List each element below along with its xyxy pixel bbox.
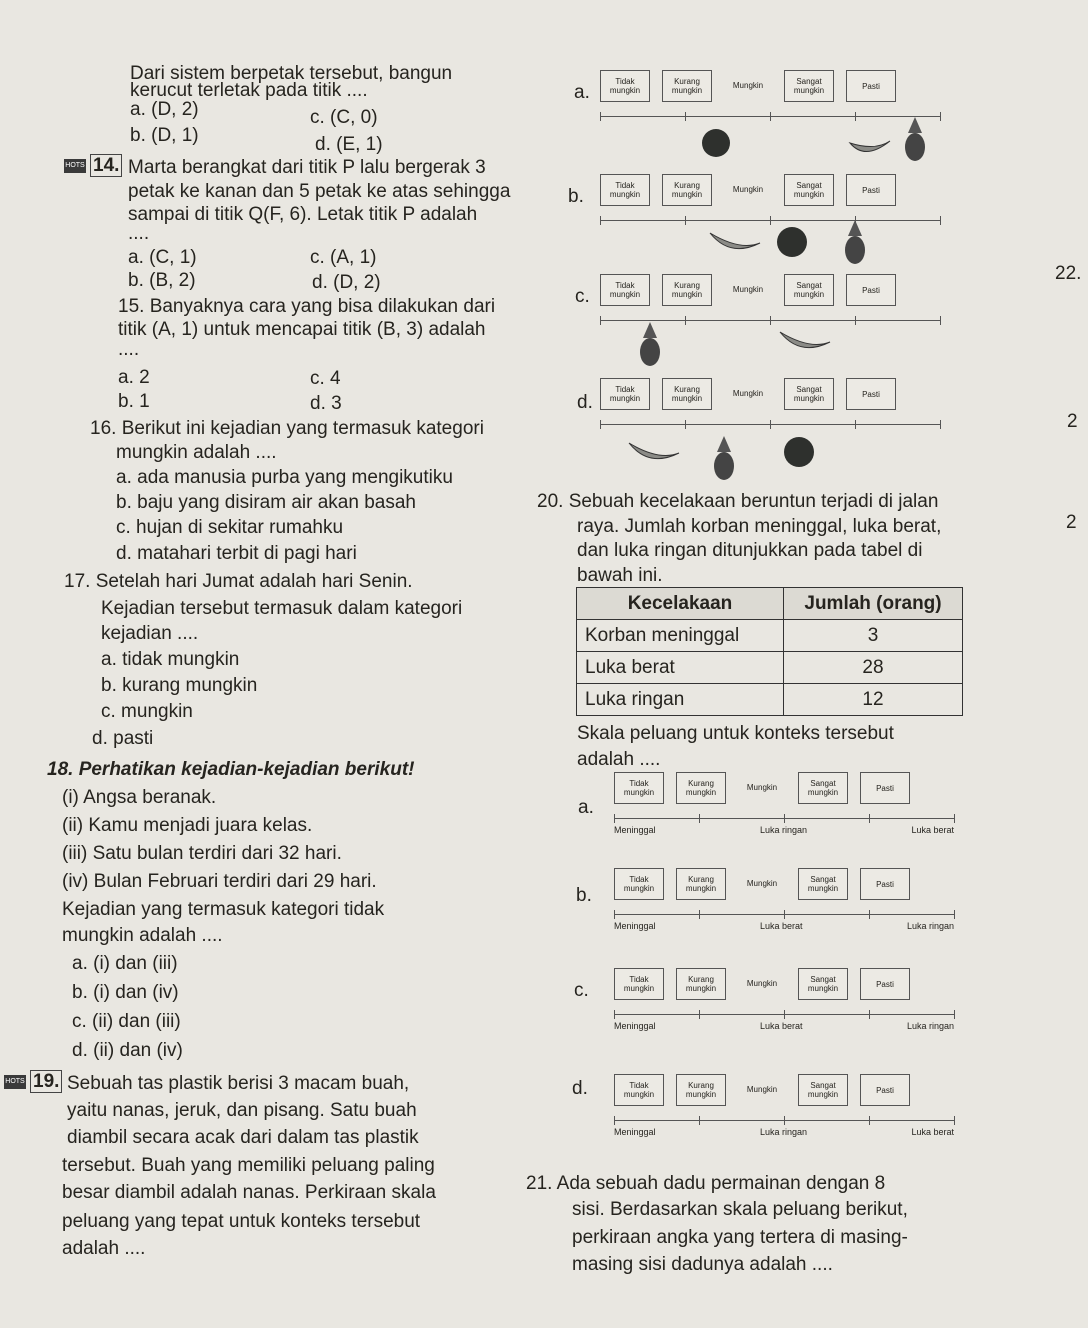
- scale-tick: [869, 1010, 870, 1019]
- pineapple-icon: [714, 452, 734, 480]
- scale-line: [614, 914, 954, 915]
- scale-tick: [600, 216, 601, 225]
- q19-line-4: tersebut. Buah yang memiliki peluang paling: [62, 1155, 435, 1176]
- scale-label-kurang-mungkin: Kurang mungkin: [662, 70, 712, 102]
- scale-bottom-label: Luka berat: [911, 825, 954, 835]
- scale-label-pasti: Pasti: [846, 274, 896, 306]
- scale-label-mungkin: Mungkin: [732, 80, 764, 90]
- scale-line: [600, 424, 940, 425]
- q20-option-d-letter: d.: [572, 1078, 588, 1099]
- scale-label-pasti: Pasti: [860, 1074, 910, 1106]
- scale-label-pasti: Pasti: [846, 174, 896, 206]
- q15-option-a: a. 2: [118, 367, 150, 388]
- q20-option-b-letter: b.: [576, 885, 592, 906]
- hots-badge-icon: HOTS: [4, 1075, 26, 1089]
- q20-scale-b: [614, 868, 954, 931]
- scale-label-sangat-mungkin: Sangat mungkin: [798, 868, 848, 900]
- option-a: a. (D, 2): [130, 99, 199, 120]
- option-c: c. (C, 0): [310, 107, 378, 128]
- scale-label-pasti: Pasti: [860, 968, 910, 1000]
- q14-line-3: sampai di titik Q(F, 6). Letak titik P adalah: [128, 204, 478, 225]
- q20-line-4: bawah ini.: [577, 565, 663, 586]
- scale-label-mungkin: Mungkin: [746, 782, 778, 792]
- q20-line-2: raya. Jumlah korban meninggal, luka berat,: [577, 516, 942, 537]
- fruit-row-d: [624, 428, 844, 483]
- pineapple-icon: [640, 338, 660, 366]
- scale-bottom-label: Luka ringan: [906, 1021, 954, 1031]
- scale-label-sangat-mungkin: Sangat mungkin: [784, 274, 834, 306]
- table-cell: 28: [784, 652, 963, 684]
- q21-line-3: perkiraan angka yang tertera di masing-: [572, 1227, 908, 1248]
- scale-label-sangat-mungkin: Sangat mungkin: [798, 968, 848, 1000]
- q18-option-c: c. (ii) dan (iii): [72, 1011, 181, 1032]
- q14-line-1: Marta berangkat dari titik P lalu bergerak 3: [128, 157, 486, 178]
- scale-label-sangat-mungkin: Sangat mungkin: [784, 174, 834, 206]
- q18-item-1: (i) Angsa beranak.: [62, 787, 217, 808]
- scale-label-tidak-mungkin: Tidak mungkin: [600, 70, 650, 102]
- scale-line: [614, 1014, 954, 1015]
- banana-icon: [850, 141, 890, 152]
- scale-tick: [600, 112, 601, 121]
- scale-label-kurang-mungkin: Kurang mungkin: [676, 868, 726, 900]
- pineapple-icon: [845, 236, 865, 264]
- q21-line-2: sisi. Berdasarkan skala peluang berikut,: [572, 1199, 908, 1220]
- scale-tick: [869, 1116, 870, 1125]
- scale-label-kurang-mungkin: Kurang mungkin: [676, 772, 726, 804]
- q16-option-c: c. hujan di sekitar rumahku: [116, 517, 344, 538]
- q17-option-c: c. mungkin: [101, 701, 193, 722]
- scale-bottom-label: Meninggal: [614, 921, 656, 931]
- q15-line-2: titik (A, 1) untuk mencapai titik (B, 3) adalah: [118, 319, 486, 340]
- table-header: Kecelakaan: [577, 588, 784, 620]
- intro-line-2: kerucut terletak pada titik ....: [130, 80, 368, 101]
- q20-line-3: dan luka ringan ditunjukkan pada tabel di: [577, 540, 923, 561]
- question-number: 19.: [30, 1070, 62, 1093]
- q17-line-1: 17. Setelah hari Jumat adalah hari Senin.: [64, 571, 413, 592]
- q18-option-d: d. (ii) dan (iv): [72, 1040, 183, 1061]
- q17-line-3: kejadian ....: [101, 623, 199, 644]
- scale-label-mungkin: Mungkin: [732, 284, 764, 294]
- scale-bottom-labels: [614, 825, 954, 835]
- table-header: Jumlah (orang): [784, 588, 963, 620]
- q17-line-2: Kejadian tersebut termasuk dalam kategori: [101, 598, 463, 619]
- scale-label-kurang-mungkin: Kurang mungkin: [676, 968, 726, 1000]
- scale-tick: [869, 814, 870, 823]
- scale-tick: [954, 910, 955, 919]
- q18-item-3: (iii) Satu bulan terdiri dari 32 hari.: [62, 843, 342, 864]
- q15-option-d: d. 3: [310, 393, 342, 414]
- scale-tick: [600, 316, 601, 325]
- scale-label-sangat-mungkin: Sangat mungkin: [798, 1074, 848, 1106]
- scale-label-tidak-mungkin: Tidak mungkin: [600, 174, 650, 206]
- scale-bottom-label: Luka ringan: [759, 825, 808, 835]
- q16-option-d: d. matahari terbit di pagi hari: [116, 543, 357, 564]
- scale-tick: [685, 112, 686, 121]
- scale-tick: [869, 910, 870, 919]
- q16-line-2: mungkin adalah ....: [116, 442, 277, 463]
- fruit-row-c: [635, 320, 875, 370]
- scale-label-tidak-mungkin: Tidak mungkin: [614, 968, 664, 1000]
- scale-line: [614, 818, 954, 819]
- q14-option-b: b. (B, 2): [128, 270, 196, 291]
- q19-line-6: peluang yang tepat untuk konteks tersebut: [62, 1211, 421, 1232]
- fruit-row-b: [705, 218, 905, 268]
- orange-icon: [702, 129, 730, 157]
- hots-badge-icon: HOTS: [64, 159, 86, 173]
- q14-option-c: c. (A, 1): [310, 247, 377, 268]
- margin-number-2: 2: [1066, 512, 1077, 533]
- q19-line-2: yaitu nanas, jeruk, dan pisang. Satu buah: [67, 1100, 417, 1121]
- scale-tick: [954, 1010, 955, 1019]
- scale-label-mungkin: Mungkin: [746, 878, 778, 888]
- scale-tick: [699, 910, 700, 919]
- scale-label-tidak-mungkin: Tidak mungkin: [614, 868, 664, 900]
- scale-label-tidak-mungkin: Tidak mungkin: [600, 274, 650, 306]
- scale-label-mungkin: Mungkin: [746, 1084, 778, 1094]
- q17-option-d: d. pasti: [92, 728, 154, 749]
- scale-label-mungkin: Mungkin: [732, 388, 764, 398]
- scale-bottom-label: Luka berat: [911, 1127, 954, 1137]
- q18-line-1: Kejadian yang termasuk kategori tidak: [62, 899, 385, 920]
- scale-bottom-labels: [614, 921, 954, 931]
- pineapple-icon: [905, 133, 925, 161]
- q15-option-b: b. 1: [118, 391, 150, 412]
- scale-tick: [685, 216, 686, 225]
- scale-tick: [614, 1116, 615, 1125]
- scale-bottom-label: Luka ringan: [759, 1127, 808, 1137]
- q14-option-d: d. (D, 2): [312, 272, 381, 293]
- q20-option-a-letter: a.: [578, 797, 594, 818]
- orange-icon: [784, 437, 814, 467]
- q15-option-c: c. 4: [310, 368, 341, 389]
- banana-icon: [629, 443, 679, 459]
- table-cell: Luka berat: [577, 652, 784, 684]
- scale-tick: [940, 216, 941, 225]
- scale-label-sangat-mungkin: Sangat mungkin: [784, 378, 834, 410]
- option-b: b. (D, 1): [130, 125, 199, 146]
- q14-line-2: petak ke kanan dan 5 petak ke atas sehingga: [128, 181, 511, 202]
- orange-icon: [777, 227, 807, 257]
- scale-label-sangat-mungkin: Sangat mungkin: [798, 772, 848, 804]
- scale-tick: [855, 420, 856, 429]
- scale-label-mungkin: Mungkin: [732, 184, 764, 194]
- scale-tick: [784, 910, 785, 919]
- scale-tick: [954, 814, 955, 823]
- scale-label-sangat-mungkin: Sangat mungkin: [784, 70, 834, 102]
- scale-bottom-label: Meninggal: [614, 1127, 656, 1137]
- scale-tick: [614, 910, 615, 919]
- scale-label-tidak-mungkin: Tidak mungkin: [614, 772, 664, 804]
- scale-label-kurang-mungkin: Kurang mungkin: [662, 174, 712, 206]
- fruit-option-c-letter: c.: [575, 286, 590, 307]
- fruit-row-a: [700, 115, 950, 165]
- scale-tick: [614, 814, 615, 823]
- q16-option-b: b. baju yang disiram air akan basah: [116, 492, 416, 513]
- table-cell: Luka ringan: [577, 684, 784, 716]
- fruit-option-d-letter: d.: [577, 392, 593, 413]
- question-19-number: [4, 1070, 62, 1094]
- scale-tick: [699, 814, 700, 823]
- q15-line-3: ....: [118, 339, 140, 360]
- scale-tick: [614, 1010, 615, 1019]
- fruit-option-a-letter: a.: [574, 82, 590, 103]
- scale-label-pasti: Pasti: [846, 378, 896, 410]
- scale-label-tidak-mungkin: Tidak mungkin: [600, 378, 650, 410]
- q20-scale-d: [614, 1074, 954, 1137]
- q18-title: 18. Perhatikan kejadian-kejadian berikut!: [47, 759, 415, 780]
- q18-line-2: mungkin adalah ....: [62, 925, 223, 946]
- scale-label-tidak-mungkin: Tidak mungkin: [614, 1074, 664, 1106]
- scale-bottom-labels: [614, 1127, 954, 1137]
- margin-number-23: 2: [1067, 411, 1078, 432]
- option-d: d. (E, 1): [315, 134, 383, 155]
- scale-tick: [954, 1116, 955, 1125]
- scale-tick: [940, 316, 941, 325]
- q18-option-b: b. (i) dan (iv): [72, 982, 179, 1003]
- intro-line-1: Dari sistem berpetak tersebut, bangun: [130, 63, 453, 84]
- banana-icon: [710, 233, 760, 249]
- scale-bottom-label: Meninggal: [614, 1021, 656, 1031]
- scale-tick: [600, 420, 601, 429]
- q20-after-1: Skala peluang untuk konteks tersebut: [577, 723, 894, 744]
- scale-bottom-label: Meninggal: [614, 825, 656, 835]
- scale-tick: [699, 1010, 700, 1019]
- q18-option-a: a. (i) dan (iii): [72, 953, 178, 974]
- banana-icon: [780, 332, 830, 348]
- scale-label-kurang-mungkin: Kurang mungkin: [662, 378, 712, 410]
- margin-number-22: 22.: [1055, 263, 1082, 284]
- table-row: [577, 620, 963, 652]
- scale-bottom-label: Luka berat: [759, 921, 803, 931]
- scale-tick: [784, 814, 785, 823]
- q20-line-1: 20. Sebuah kecelakaan beruntun terjadi di jalan: [537, 491, 939, 512]
- scale-label-pasti: Pasti: [860, 868, 910, 900]
- table-cell: 3: [784, 620, 963, 652]
- q15-line-1: 15. Banyaknya cara yang bisa dilakukan dari: [118, 296, 496, 317]
- fruit-scale-c: [600, 274, 940, 321]
- q20-scale-c: [614, 968, 954, 1031]
- scale-bottom-labels: [614, 1021, 954, 1031]
- q19-line-5: besar diambil adalah nanas. Perkiraan skala: [62, 1182, 436, 1203]
- scale-label-pasti: Pasti: [846, 70, 896, 102]
- scale-tick: [784, 1116, 785, 1125]
- scale-tick: [784, 1010, 785, 1019]
- scale-label-mungkin: Mungkin: [746, 978, 778, 988]
- scale-label-kurang-mungkin: Kurang mungkin: [676, 1074, 726, 1106]
- question-14-number: [64, 154, 122, 178]
- table-cell: 12: [784, 684, 963, 716]
- q20-scale-a: [614, 772, 954, 835]
- scale-tick: [940, 420, 941, 429]
- q14-line-4: ....: [128, 223, 150, 244]
- table-row: [577, 652, 963, 684]
- q21-line-4: masing sisi dadunya adalah ....: [572, 1254, 833, 1275]
- fruit-option-b-letter: b.: [568, 186, 584, 207]
- scale-bottom-label: Luka berat: [759, 1021, 803, 1031]
- q16-line-1: 16. Berikut ini kejadian yang termasuk kategori: [90, 418, 484, 439]
- q17-option-a: a. tidak mungkin: [101, 649, 240, 670]
- accident-table: [576, 587, 963, 716]
- q17-option-b: b. kurang mungkin: [101, 675, 258, 696]
- q19-line-7: adalah ....: [62, 1238, 146, 1259]
- scale-label-kurang-mungkin: Kurang mungkin: [662, 274, 712, 306]
- scale-line: [614, 1120, 954, 1121]
- fruit-scale-d: [600, 378, 940, 425]
- q20-after-2: adalah ....: [577, 749, 661, 770]
- q16-option-a: a. ada manusia purba yang mengikutiku: [116, 467, 453, 488]
- fruit-scale-b: [600, 174, 940, 221]
- q14-option-a: a. (C, 1): [128, 247, 197, 268]
- question-number: 14.: [90, 154, 122, 177]
- scale-label-pasti: Pasti: [860, 772, 910, 804]
- q19-line-3: diambil secara acak dari dalam tas plastik: [67, 1127, 419, 1148]
- scale-tick: [699, 1116, 700, 1125]
- table-row: [577, 684, 963, 716]
- fruit-scale-a: [600, 70, 940, 117]
- q20-option-c-letter: c.: [574, 980, 589, 1001]
- q21-line-1: 21. Ada sebuah dadu permainan dengan 8: [526, 1173, 886, 1194]
- scale-bottom-label: Luka ringan: [906, 921, 954, 931]
- q18-item-2: (ii) Kamu menjadi juara kelas.: [62, 815, 313, 836]
- q18-item-4: (iv) Bulan Februari terdiri dari 29 hari.: [62, 871, 377, 892]
- table-cell: Korban meninggal: [577, 620, 784, 652]
- q19-line-1: Sebuah tas plastik berisi 3 macam buah,: [67, 1073, 410, 1094]
